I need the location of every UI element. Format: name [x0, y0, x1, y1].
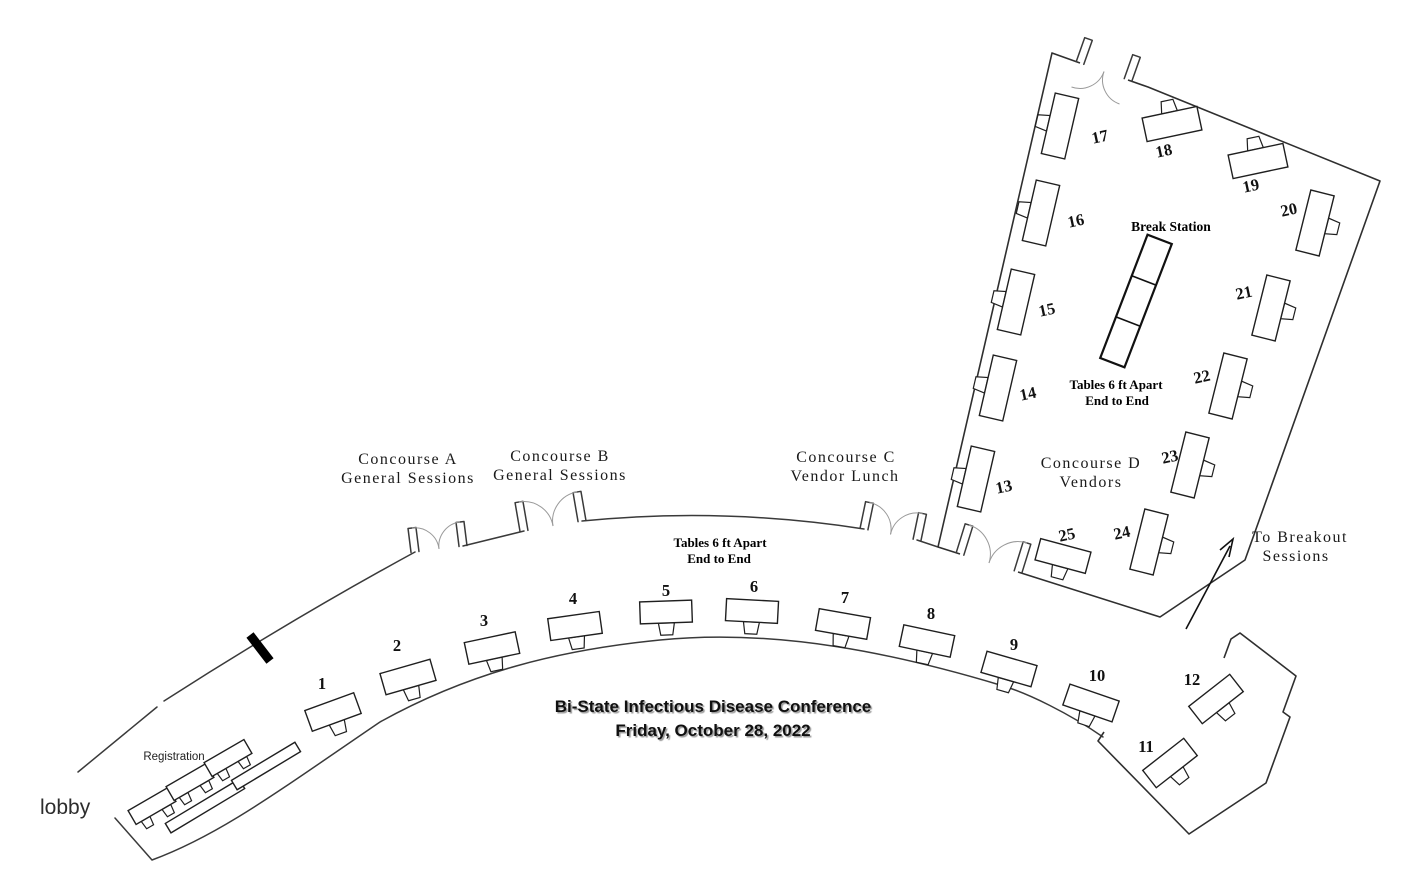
table-7-top — [815, 609, 870, 640]
table-5-top — [640, 600, 693, 624]
table-19-label: 19 — [1240, 174, 1261, 197]
table-8-label: 8 — [926, 604, 936, 623]
double-door — [956, 524, 1031, 573]
lobby-label: lobby — [40, 796, 91, 819]
table-3 — [464, 632, 522, 676]
table-17-label: 17 — [1089, 125, 1110, 148]
table-15 — [986, 266, 1035, 335]
table-21-label: 21 — [1233, 281, 1254, 304]
table-11-label: 11 — [1138, 737, 1154, 756]
table-20 — [1296, 190, 1346, 259]
table-6-top — [725, 599, 778, 624]
break-station-rect — [1100, 235, 1172, 368]
door-jamb — [1014, 542, 1031, 573]
table-5-label: 5 — [661, 581, 671, 600]
break-station-label: Break Station — [1131, 219, 1211, 234]
corridor-spacing-note-line1: Tables 6 ft Apart — [673, 535, 767, 550]
table-23 — [1171, 432, 1221, 501]
concourse-a-label-line1: Concourse A — [358, 451, 458, 468]
table-2-label: 2 — [392, 636, 402, 655]
registration-table-2-top — [166, 764, 214, 801]
door-jamb — [456, 522, 467, 547]
table-25 — [1032, 539, 1091, 585]
table-21 — [1252, 275, 1302, 344]
corridor-spacing-note-line2: End to End — [687, 551, 751, 566]
table-10-label: 10 — [1088, 666, 1106, 685]
table-25-label: 25 — [1056, 523, 1077, 546]
table-17 — [1030, 90, 1079, 159]
table-1 — [305, 693, 365, 743]
table-24-label: 24 — [1111, 521, 1132, 544]
table-14 — [968, 352, 1017, 421]
table-8 — [897, 625, 955, 669]
breakout-arrow-line — [1186, 546, 1230, 629]
table-15-label: 15 — [1036, 298, 1057, 321]
concourse-b-label-line2: General Sessions — [493, 467, 627, 484]
registration-label: Registration — [143, 751, 205, 763]
break-station-table — [1100, 235, 1172, 368]
table-16-label: 16 — [1065, 209, 1086, 232]
table-23-label: 23 — [1159, 445, 1180, 468]
door-swing-arc — [1103, 72, 1120, 105]
table-5 — [640, 600, 693, 636]
door-jamb — [1124, 55, 1140, 82]
door-jamb — [573, 491, 586, 521]
table-8-top — [899, 625, 954, 657]
table-6 — [725, 599, 779, 636]
table-13 — [946, 443, 995, 512]
table-2 — [380, 659, 439, 706]
door-jamb — [408, 528, 419, 553]
double-door — [515, 491, 586, 531]
concourse-d-label-line2: Vendors — [1059, 474, 1123, 491]
table-18 — [1140, 95, 1202, 142]
table-1-label: 1 — [317, 674, 327, 693]
breakout-label-line2: Sessions — [1262, 548, 1330, 565]
table-3-top — [464, 632, 519, 664]
table-22-label: 22 — [1191, 365, 1212, 388]
table-19-top — [1228, 143, 1288, 178]
double-door — [860, 502, 926, 541]
table-24 — [1130, 509, 1180, 578]
table-9-label: 9 — [1009, 635, 1019, 654]
concourse-b-label-line1: Concourse B — [510, 448, 610, 465]
table-6-label: 6 — [749, 577, 759, 596]
door-jamb — [913, 513, 926, 541]
door-swing-arc — [989, 542, 1027, 563]
concourse-d-label-line1: Concourse D — [1040, 455, 1142, 472]
door-jamb — [956, 524, 973, 555]
concourse-a-label-line2: General Sessions — [341, 470, 475, 487]
table-10 — [1059, 684, 1119, 733]
concourse-c-label-line2: Vendor Lunch — [790, 468, 900, 485]
table-3-label: 3 — [479, 611, 489, 630]
registration-table-1-top — [128, 788, 176, 825]
corridor-lower-wall — [115, 637, 1103, 860]
table-12-label: 12 — [1183, 670, 1201, 689]
double-door — [1072, 38, 1141, 104]
double-door — [408, 522, 467, 553]
table-18-label: 18 — [1153, 139, 1174, 162]
door-jamb — [515, 501, 528, 531]
table-4-top — [548, 611, 603, 640]
concourse-d-spacing-note-line1: Tables 6 ft Apart — [1069, 377, 1163, 392]
table-20-label: 20 — [1278, 198, 1299, 221]
registration-table-3-top — [204, 740, 252, 777]
table-4-label: 4 — [568, 589, 578, 608]
concourse-d-spacing-note-line2: End to End — [1085, 393, 1149, 408]
door-swing-arc — [969, 525, 990, 563]
table-16 — [1011, 177, 1060, 246]
table-13-label: 13 — [993, 475, 1014, 498]
table-18-top — [1142, 106, 1202, 141]
conference-title-line1: Bi-State Infectious Disease Conference — [554, 697, 872, 716]
table-14-label: 14 — [1017, 382, 1038, 405]
table-9 — [978, 651, 1037, 698]
door-swing-arc — [1072, 72, 1105, 89]
table-19 — [1226, 132, 1288, 179]
breakout-arrow — [1186, 539, 1233, 629]
table-6-chair — [743, 622, 760, 635]
door-jamb — [860, 502, 873, 530]
breakout-label-line1: To Breakout — [1252, 529, 1348, 546]
table-5-chair — [658, 623, 674, 636]
conference-title-line2: Friday, October 28, 2022 — [615, 721, 811, 740]
table-7-label: 7 — [840, 588, 850, 607]
table-4 — [548, 611, 604, 652]
doors — [408, 38, 1140, 574]
breakout-room-outline — [1098, 633, 1296, 834]
concourse-c-label-line1: Concourse C — [796, 449, 896, 466]
table-22 — [1209, 353, 1259, 422]
entry-door-marker — [250, 635, 270, 661]
door-jamb — [1076, 38, 1092, 65]
